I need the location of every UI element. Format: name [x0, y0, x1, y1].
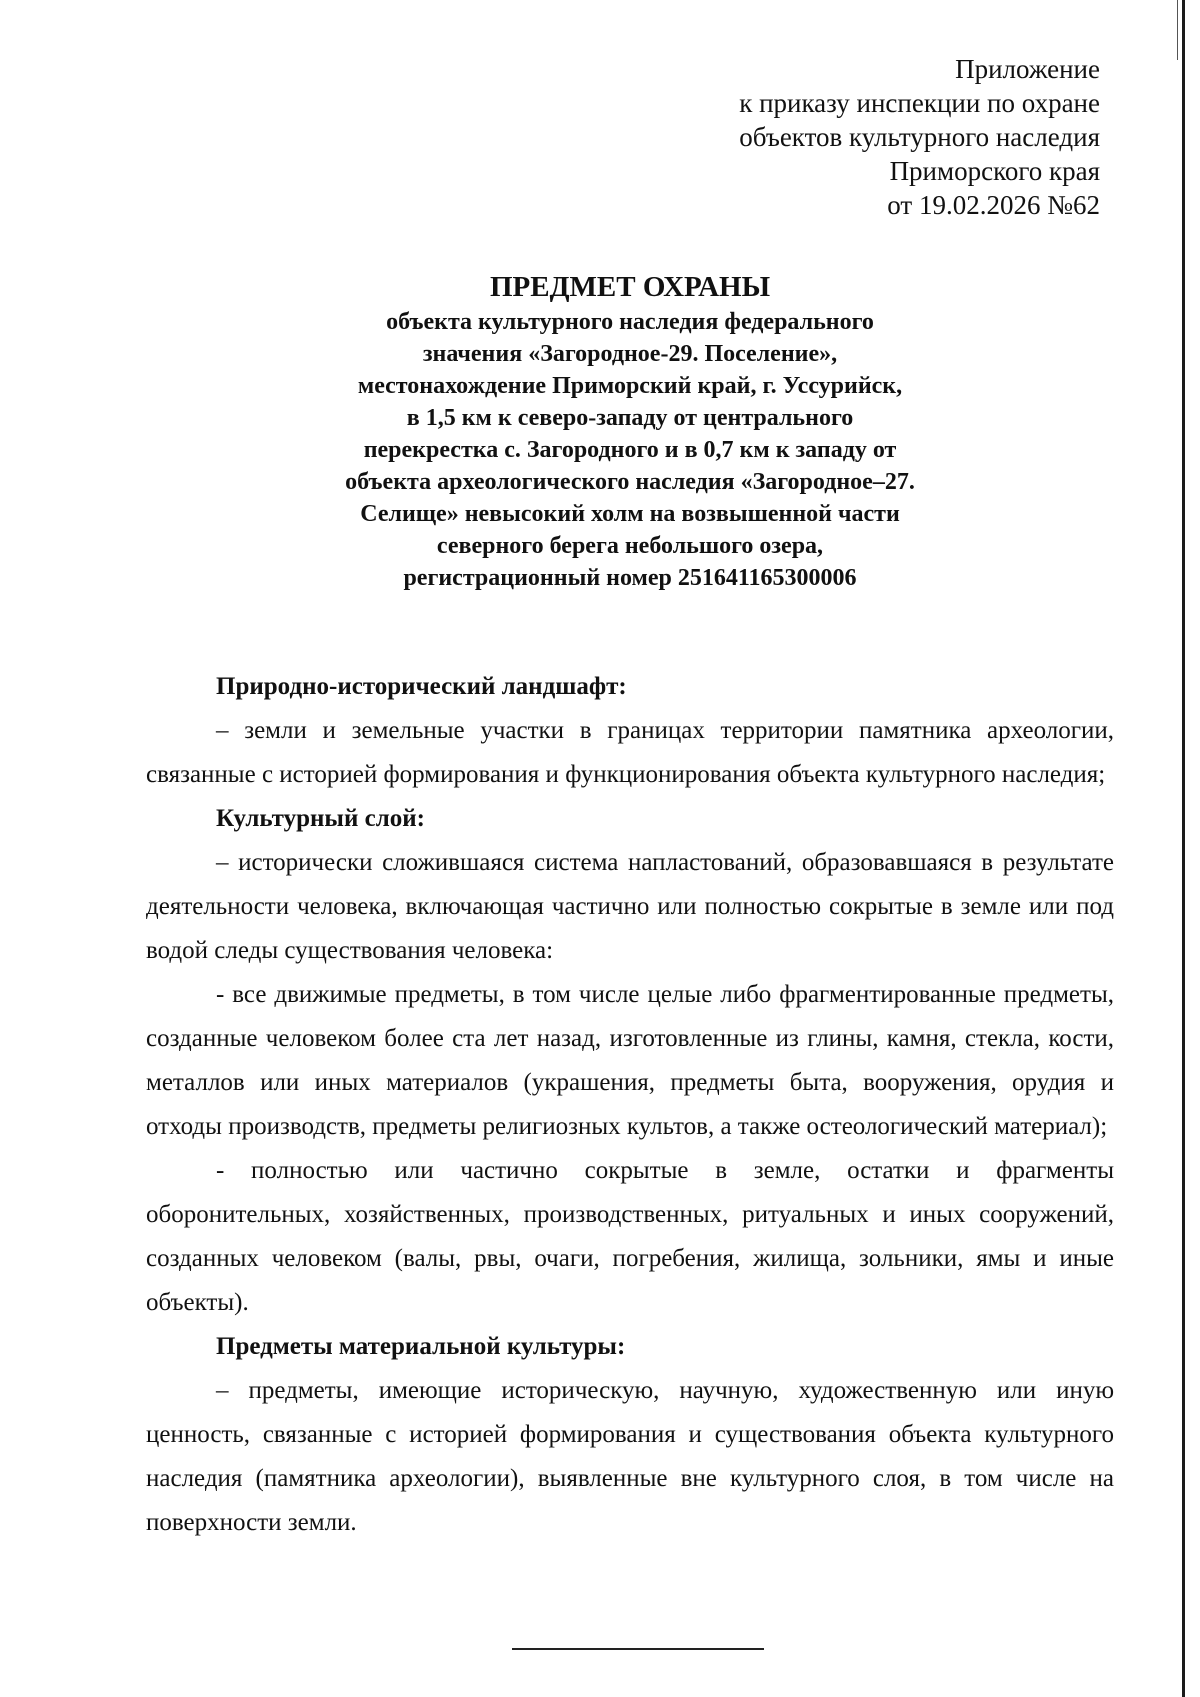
cultural-layer-text: – исторически сложившаяся система напластований, образовавшаяся в результате деятельности человека, включающая частично или полностью сокрытые в земле или под водой следы существования человека:: [146, 849, 1114, 964]
subtitle-line: местонахождение Приморский край, г. Уссурийск,: [357, 373, 903, 399]
subtitle-line: Селище» невысокий холм на возвышенной части: [360, 501, 900, 527]
section-heading-material-culture: Предметы материальной культуры:: [216, 1333, 626, 1360]
subtitle-line: значения «Загородное-29. Поселение»,: [422, 341, 838, 367]
landscape-text: – земли и земельные участки в границах территории памятника археологии, связанные с историей формирования и функционирования объекта культурного наследия;: [146, 717, 1114, 788]
appendix-block: [739, 52, 1100, 222]
document-body: [146, 665, 1114, 1545]
scan-edge-line: [1182, 0, 1185, 1697]
subtitle-line: перекрестка с. Загородного и в 0,7 км к западу от: [363, 437, 897, 463]
footer-rule: [512, 1648, 764, 1650]
material-culture-text: – предметы, имеющие историческую, научную, художественную или иную ценность, связанные с историей формирования и существования объекта культурного наследия (памятника археологии), выявленные вне культурного слоя, в том числе на поверхности земли.: [146, 1377, 1114, 1536]
appendix-line: от 19.02.2026 №62: [887, 190, 1100, 220]
cultural-layer-item-movable: - все движимые предметы, в том числе целые либо фрагментированные предметы, созданные человеком более ста лет назад, изготовленные из глины, камня, стекла, кости, металлов или иных материалов (украшения, предметы быта, вооружения, орудия и отходы производств, предметы религиозных культов, а также остеологический материал);: [146, 981, 1114, 1140]
section-heading-landscape: Природно-исторический ландшафт:: [216, 673, 627, 700]
subtitle-line: объекта археологического наследия «Загородное–27.: [345, 469, 915, 495]
document-subtitle: [150, 306, 1110, 594]
appendix-line: к приказу инспекции по охране: [739, 88, 1100, 118]
appendix-line: объектов культурного наследия: [739, 122, 1100, 152]
appendix-line: Приморского края: [889, 156, 1100, 186]
document-title: ПРЕДМЕТ ОХРАНЫ: [489, 271, 771, 303]
section-heading-cultural-layer: Культурный слой:: [216, 805, 425, 832]
scan-edge-line-thin: [1177, 0, 1178, 60]
subtitle-line: северного берега небольшого озера,: [436, 533, 824, 559]
subtitle-line: объекта культурного наследия федерального: [386, 309, 874, 335]
subtitle-line: регистрационный номер 251641165300006: [403, 565, 857, 591]
cultural-layer-item-structures: - полностью или частично сокрытые в земле, остатки и фрагменты оборонительных, хозяйственных, производственных, ритуальных и иных сооружений, созданных человеком (валы, рвы, очаги, погребения, жилища, зольники, ямы и иные объекты).: [146, 1157, 1114, 1316]
title-block: [150, 268, 1110, 594]
subtitle-line: в 1,5 км к северо-западу от центрального: [406, 405, 854, 431]
appendix-line: Приложение: [955, 54, 1100, 84]
